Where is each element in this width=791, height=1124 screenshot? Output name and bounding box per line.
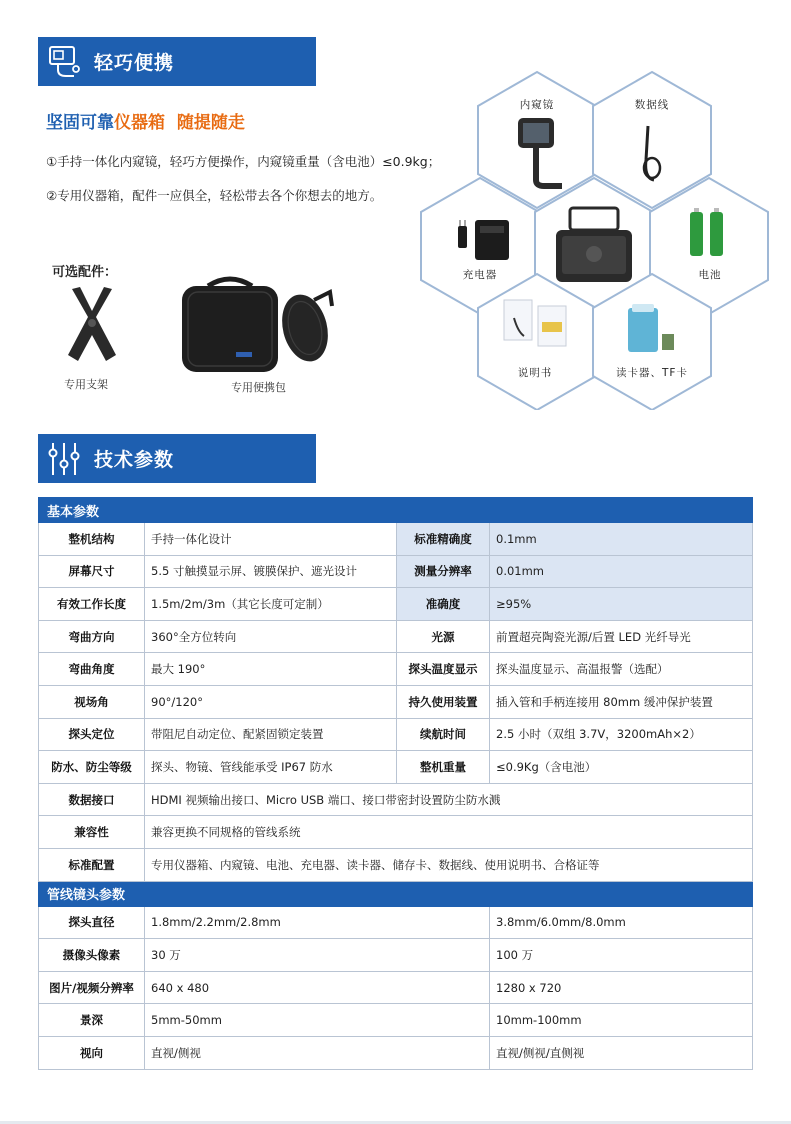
table-row xyxy=(39,523,753,556)
param-key: 摄像头像素 xyxy=(39,939,145,972)
param-key: 图片/视频分辨率 xyxy=(39,971,145,1004)
kit-label-charger: 充电器 xyxy=(462,269,498,281)
param-value: 手持一体化设计 xyxy=(145,523,397,556)
param-value: HDMI 视频输出接口、Micro USB 端口、接口带密封设置防尘防水溅 xyxy=(145,783,753,816)
basic-params-header: 基本参数 xyxy=(39,498,753,523)
kit-label-cardreader: 读卡器、TF卡 xyxy=(616,367,688,379)
param-value: 0.01mm xyxy=(490,555,753,588)
section-banner-portable xyxy=(38,37,316,86)
param-value: 360°全方位转向 xyxy=(145,620,397,653)
headline: 坚固可靠仪器箱 随提随走 xyxy=(46,113,245,133)
param-value: 10mm-100mm xyxy=(490,1004,753,1037)
section-title: 轻巧便携 xyxy=(94,52,175,74)
optional-accessories-title: 可选配件： xyxy=(52,265,118,280)
param-value: 直视/侧视 xyxy=(145,1036,490,1069)
table-row xyxy=(39,718,753,751)
table-row xyxy=(39,848,753,881)
param-key: 视场角 xyxy=(39,685,145,718)
param-value: ≤0.9Kg（含电池） xyxy=(490,751,753,784)
param-key: 探头温度显示 xyxy=(397,653,490,686)
spec-table xyxy=(38,497,753,1070)
param-key: 光源 xyxy=(397,620,490,653)
param-key: 准确度 xyxy=(397,588,490,621)
param-value: 5.5 寸触摸显示屏、镀膜保护、遮光设计 xyxy=(145,555,397,588)
table-row xyxy=(39,1004,753,1037)
section-banner-spec xyxy=(38,434,316,483)
param-value: 100 万 xyxy=(490,939,753,972)
param-key: 弯曲方向 xyxy=(39,620,145,653)
table-row xyxy=(39,685,753,718)
param-value: 前置超亮陶瓷光源/后置 LED 光纤导光 xyxy=(490,620,753,653)
bag-caption: 专用便携包 xyxy=(231,381,286,394)
kit-label-cable: 数据线 xyxy=(634,99,670,111)
param-value: 640 x 480 xyxy=(145,971,490,1004)
param-key: 整机重量 xyxy=(397,751,490,784)
portable-device-icon xyxy=(44,42,84,82)
table-row xyxy=(39,751,753,784)
table-row xyxy=(39,816,753,849)
param-value: ≥95% xyxy=(490,588,753,621)
param-key: 兼容性 xyxy=(39,816,145,849)
param-value: 直视/侧视/直侧视 xyxy=(490,1036,753,1069)
sliders-icon xyxy=(44,439,84,479)
table-row xyxy=(39,971,753,1004)
param-key: 视向 xyxy=(39,1036,145,1069)
param-key: 屏幕尺寸 xyxy=(39,555,145,588)
param-value: 兼容更换不同规格的管线系统 xyxy=(145,816,753,849)
param-value: 30 万 xyxy=(145,939,490,972)
table-row xyxy=(39,620,753,653)
param-key: 续航时间 xyxy=(397,718,490,751)
param-key: 标准精确度 xyxy=(397,523,490,556)
carry-bag-image xyxy=(178,276,338,376)
param-key: 数据接口 xyxy=(39,783,145,816)
lens-params-header: 管线镜头参数 xyxy=(39,881,753,906)
param-value: 带阻尼自动定位、配紧固锁定装置 xyxy=(145,718,397,751)
feature-2: ②专用仪器箱，配件一应俱全，轻松带去各个你想去的地方。 xyxy=(46,188,383,203)
param-key: 探头定位 xyxy=(39,718,145,751)
param-key: 有效工作长度 xyxy=(39,588,145,621)
param-key: 防水、防尘等级 xyxy=(39,751,145,784)
param-value: 1.5m/2m/3m（其它长度可定制） xyxy=(145,588,397,621)
param-value: 3.8mm/6.0mm/8.0mm xyxy=(490,906,753,939)
param-key: 探头直径 xyxy=(39,906,145,939)
param-value: 探头、物镜、管线能承受 IP67 防水 xyxy=(145,751,397,784)
param-value: 1.8mm/2.2mm/2.8mm xyxy=(145,906,490,939)
table-row xyxy=(39,555,753,588)
param-value: 2.5 小时（双组 3.7V，3200mAh×2） xyxy=(490,718,753,751)
param-key: 整机结构 xyxy=(39,523,145,556)
kit-contents-diagram xyxy=(418,60,788,410)
param-value: 插入管和手柄连接用 80mm 缓冲保护装置 xyxy=(490,685,753,718)
param-key: 弯曲角度 xyxy=(39,653,145,686)
param-value: 0.1mm xyxy=(490,523,753,556)
param-value: 5mm-50mm xyxy=(145,1004,490,1037)
param-key: 持久使用装置 xyxy=(397,685,490,718)
kit-label-manual: 说明书 xyxy=(517,367,553,379)
param-key: 景深 xyxy=(39,1004,145,1037)
param-value: 90°/120° xyxy=(145,685,397,718)
param-value: 最大 190° xyxy=(145,653,397,686)
param-value: 探头温度显示、高温报警（选配） xyxy=(490,653,753,686)
table-row xyxy=(39,1036,753,1069)
param-key: 标准配置 xyxy=(39,848,145,881)
table-row xyxy=(39,653,753,686)
kit-label-battery: 电池 xyxy=(698,269,722,281)
table-row xyxy=(39,588,753,621)
section-title: 技术参数 xyxy=(94,449,175,471)
param-value: 专用仪器箱、内窥镜、电池、充电器、读卡器、储存卡、数据线、使用说明书、合格证等 xyxy=(145,848,753,881)
stand-caption: 专用支架 xyxy=(64,378,108,391)
param-value: 1280 x 720 xyxy=(490,971,753,1004)
table-row xyxy=(39,906,753,939)
stand-image xyxy=(58,285,126,367)
kit-label-endoscope: 内窥镜 xyxy=(519,99,555,111)
table-row xyxy=(39,939,753,972)
feature-1: ①手持一体化内窥镜，轻巧方便操作，内窥镜重量（含电池）≤0.9kg； xyxy=(46,154,441,169)
table-row xyxy=(39,783,753,816)
param-key: 测量分辨率 xyxy=(397,555,490,588)
